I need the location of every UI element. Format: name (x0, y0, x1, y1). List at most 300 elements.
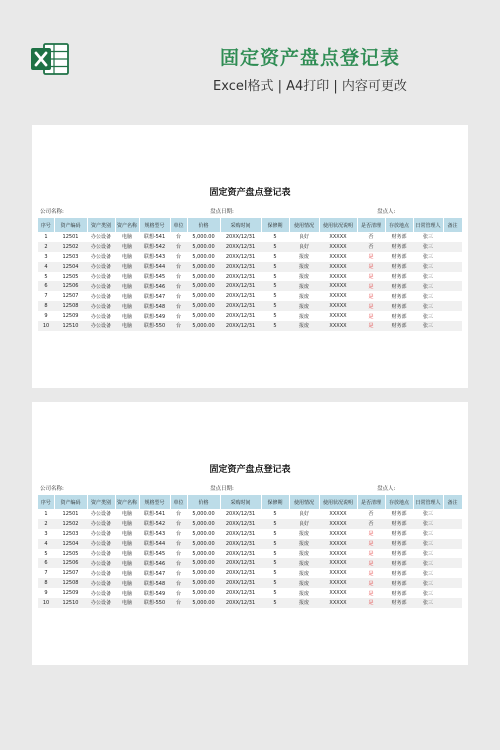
table-cell: 办公设备 (87, 598, 115, 608)
table-cell: 5 (261, 509, 289, 519)
table-cell: 联想-544 (139, 539, 170, 549)
table-cell (443, 568, 462, 578)
table-cell: 联想-546 (139, 558, 170, 568)
table-cell: 是 (357, 598, 385, 608)
table-cell: 20XX/12/31 (220, 272, 261, 282)
table-cell: 20XX/12/31 (220, 311, 261, 321)
table-cell: 办公设备 (87, 549, 115, 559)
table-cell: 联想-548 (139, 301, 170, 311)
table-cell: 张三 (413, 509, 443, 519)
table-cell: 台 (170, 509, 187, 519)
table-cell: 是 (357, 272, 385, 282)
table-cell: 财务部 (385, 529, 413, 539)
table-cell (443, 558, 462, 568)
column-header: 资产名称 (115, 495, 139, 509)
column-header: 单位 (170, 495, 187, 509)
table-cell: 办公设备 (87, 558, 115, 568)
table-row (38, 539, 462, 549)
column-header: 存放地点 (385, 218, 413, 232)
table-cell: 台 (170, 311, 187, 321)
table-cell: 12506 (54, 558, 87, 568)
table-row (38, 272, 462, 282)
table-cell: 张三 (413, 578, 443, 588)
table-cell: 20XX/12/31 (220, 232, 261, 242)
table-cell: 办公设备 (87, 291, 115, 301)
table-cell: 12505 (54, 272, 87, 282)
excel-icon (30, 41, 70, 77)
column-header: 序号 (38, 218, 54, 232)
table-cell: 5 (38, 272, 54, 282)
column-header: 使用情况 (289, 218, 319, 232)
table-row (38, 529, 462, 539)
column-header: 保修期 (261, 495, 289, 509)
table-cell: 张三 (413, 549, 443, 559)
table-cell: 报废 (289, 321, 319, 331)
table-cell: 12505 (54, 549, 87, 559)
table-cell: 报废 (289, 568, 319, 578)
column-header: 使用状况说明 (319, 495, 357, 509)
table-cell: 报废 (289, 578, 319, 588)
table-cell (443, 598, 462, 608)
table-cell: XXXXX (319, 242, 357, 252)
table-cell: 12507 (54, 568, 87, 578)
table-cell: 5 (261, 252, 289, 262)
table-cell (443, 311, 462, 321)
table-cell: 财务部 (385, 598, 413, 608)
table-row (38, 291, 462, 301)
table-cell: 台 (170, 242, 187, 252)
table-cell: 5,000.00 (187, 588, 220, 598)
table-cell: 2 (38, 519, 54, 529)
table-cell: 联想-544 (139, 262, 170, 272)
sheet-preview-2 (32, 402, 468, 665)
table-cell: 财务部 (385, 509, 413, 519)
table-cell: 张三 (413, 519, 443, 529)
table-header-row (38, 218, 462, 232)
table-cell: 财务部 (385, 321, 413, 331)
table-cell: 是 (357, 539, 385, 549)
column-header: 资产编码 (54, 218, 87, 232)
table-cell (443, 301, 462, 311)
table-row (38, 588, 462, 598)
table-cell: 5,000.00 (187, 301, 220, 311)
table-cell: 财务部 (385, 311, 413, 321)
table-cell: 联想-549 (139, 588, 170, 598)
table-cell: 联想-543 (139, 252, 170, 262)
table-cell: 台 (170, 519, 187, 529)
table-cell: 9 (38, 588, 54, 598)
table-cell: 联想-550 (139, 321, 170, 331)
table-cell: 财务部 (385, 281, 413, 291)
table-cell: 办公设备 (87, 242, 115, 252)
table-cell: XXXXX (319, 311, 357, 321)
table-cell: 5,000.00 (187, 519, 220, 529)
table-cell: 张三 (413, 232, 443, 242)
table-row (38, 598, 462, 608)
column-header: 规格型号 (139, 495, 170, 509)
table-cell: 电脑 (115, 252, 139, 262)
table-cell: 张三 (413, 272, 443, 282)
table-cell: 9 (38, 311, 54, 321)
table-cell: 财务部 (385, 272, 413, 282)
table-cell: 20XX/12/31 (220, 291, 261, 301)
column-header: 备注 (443, 495, 462, 509)
table-cell: 5 (261, 242, 289, 252)
table-cell (443, 578, 462, 588)
table-cell (443, 291, 462, 301)
table-cell: 20XX/12/31 (220, 281, 261, 291)
table-cell: 12507 (54, 291, 87, 301)
table-cell: 20XX/12/31 (220, 262, 261, 272)
table-cell: 联想-546 (139, 281, 170, 291)
table-cell: XXXXX (319, 519, 357, 529)
column-header: 使用状况说明 (319, 218, 357, 232)
table-cell: 财务部 (385, 568, 413, 578)
table-cell: 办公设备 (87, 281, 115, 291)
column-header: 资产类别 (87, 495, 115, 509)
table-cell: XXXXX (319, 549, 357, 559)
asset-table (38, 495, 463, 608)
table-cell: 20XX/12/31 (220, 568, 261, 578)
table-cell: 20XX/12/31 (220, 578, 261, 588)
table-cell: 电脑 (115, 588, 139, 598)
table-cell: 张三 (413, 568, 443, 578)
table-cell: 5 (261, 588, 289, 598)
table-cell: 台 (170, 301, 187, 311)
asset-table (38, 218, 463, 331)
table-row (38, 578, 462, 588)
table-row (38, 232, 462, 242)
page-subtitle: Excel格式 | A4打印 | 内容可更改 (213, 79, 407, 94)
column-header: 价格 (187, 495, 220, 509)
table-cell: 是 (357, 578, 385, 588)
table-cell: 6 (38, 281, 54, 291)
table-cell: 良好 (289, 509, 319, 519)
table-cell: 办公设备 (87, 232, 115, 242)
table-row (38, 281, 462, 291)
table-cell: 是 (357, 588, 385, 598)
company-label: 公司名称: (40, 486, 64, 492)
table-cell: 台 (170, 598, 187, 608)
table-cell: 12510 (54, 321, 87, 331)
table-cell: 5,000.00 (187, 232, 220, 242)
table-cell: 张三 (413, 598, 443, 608)
table-cell: 否 (357, 519, 385, 529)
table-cell: 12504 (54, 539, 87, 549)
table-cell: 20XX/12/31 (220, 321, 261, 331)
table-cell: 5,000.00 (187, 262, 220, 272)
table-cell: 5 (261, 539, 289, 549)
table-cell: 是 (357, 291, 385, 301)
table-cell: 联想-541 (139, 509, 170, 519)
table-cell: 电脑 (115, 242, 139, 252)
table-cell (443, 321, 462, 331)
table-cell: 电脑 (115, 578, 139, 588)
table-cell: 张三 (413, 529, 443, 539)
table-cell: 20XX/12/31 (220, 529, 261, 539)
table-cell: 是 (357, 558, 385, 568)
table-cell: 8 (38, 301, 54, 311)
table-cell: 电脑 (115, 509, 139, 519)
table-cell: XXXXX (319, 272, 357, 282)
person-label: 盘点人: (377, 486, 396, 492)
column-header: 保修期 (261, 218, 289, 232)
table-cell: 是 (357, 529, 385, 539)
table-cell (443, 549, 462, 559)
table-cell: 张三 (413, 301, 443, 311)
table-cell: 20XX/12/31 (220, 519, 261, 529)
table-cell: 财务部 (385, 539, 413, 549)
table-cell: 5 (261, 568, 289, 578)
table-cell: 报废 (289, 301, 319, 311)
table-cell: 报废 (289, 272, 319, 282)
table-cell: 5,000.00 (187, 272, 220, 282)
table-cell: 5,000.00 (187, 252, 220, 262)
table-cell: 办公设备 (87, 262, 115, 272)
table-cell (443, 232, 462, 242)
table-cell: 20XX/12/31 (220, 598, 261, 608)
table-cell: 办公设备 (87, 272, 115, 282)
table-cell: 张三 (413, 321, 443, 331)
table-cell: 台 (170, 252, 187, 262)
table-row (38, 509, 462, 519)
table-cell: 张三 (413, 281, 443, 291)
table-cell: XXXXX (319, 281, 357, 291)
table-cell: 财务部 (385, 578, 413, 588)
table-row (38, 242, 462, 252)
table-row (38, 549, 462, 559)
table-cell: 报废 (289, 549, 319, 559)
table-cell: XXXXX (319, 598, 357, 608)
table-cell (443, 529, 462, 539)
column-header: 存放地点 (385, 495, 413, 509)
table-cell: 5,000.00 (187, 291, 220, 301)
table-cell: 电脑 (115, 558, 139, 568)
table-cell: XXXXX (319, 578, 357, 588)
sheet-title: 固定资产盘点登记表 (209, 465, 291, 475)
column-header: 序号 (38, 495, 54, 509)
table-cell: 办公设备 (87, 568, 115, 578)
table-cell: 台 (170, 321, 187, 331)
table-cell: 台 (170, 529, 187, 539)
table-cell: 电脑 (115, 262, 139, 272)
table-cell: 5,000.00 (187, 539, 220, 549)
table-cell: XXXXX (319, 509, 357, 519)
table-cell: 5,000.00 (187, 529, 220, 539)
table-cell: 否 (357, 232, 385, 242)
table-cell: 联想-542 (139, 242, 170, 252)
table-cell: 5 (261, 598, 289, 608)
table-cell (443, 272, 462, 282)
table-cell: 报废 (289, 252, 319, 262)
table-cell: 台 (170, 539, 187, 549)
table-cell: 电脑 (115, 301, 139, 311)
table-cell: 电脑 (115, 539, 139, 549)
date-label: 盘点日期: (210, 209, 234, 215)
table-cell: 5,000.00 (187, 568, 220, 578)
table-cell: 张三 (413, 311, 443, 321)
table-cell: XXXXX (319, 588, 357, 598)
table-cell: 报废 (289, 529, 319, 539)
table-cell: 电脑 (115, 529, 139, 539)
table-cell: 办公设备 (87, 311, 115, 321)
table-cell: 5,000.00 (187, 321, 220, 331)
table-cell: 电脑 (115, 232, 139, 242)
table-cell: 联想-542 (139, 519, 170, 529)
table-cell: 张三 (413, 242, 443, 252)
table-cell: 办公设备 (87, 578, 115, 588)
table-cell (443, 281, 462, 291)
table-cell: 3 (38, 529, 54, 539)
table-cell: 7 (38, 291, 54, 301)
sheet-preview-1 (32, 125, 468, 388)
table-cell: 良好 (289, 519, 319, 529)
table-cell: 财务部 (385, 242, 413, 252)
table-cell: 财务部 (385, 262, 413, 272)
table-cell: XXXXX (319, 558, 357, 568)
column-header: 资产类别 (87, 218, 115, 232)
table-cell: 张三 (413, 558, 443, 568)
table-cell: 电脑 (115, 598, 139, 608)
table-cell: 联想-541 (139, 232, 170, 242)
table-cell: 5 (38, 549, 54, 559)
table-cell: 张三 (413, 291, 443, 301)
table-row (38, 252, 462, 262)
table-cell: 是 (357, 549, 385, 559)
table-cell: 是 (357, 262, 385, 272)
table-row (38, 311, 462, 321)
table-cell (443, 509, 462, 519)
table-cell: 6 (38, 558, 54, 568)
table-cell: XXXXX (319, 301, 357, 311)
column-header: 采购时间 (220, 495, 261, 509)
table-cell: 联想-549 (139, 311, 170, 321)
table-cell: 是 (357, 568, 385, 578)
table-cell: 良好 (289, 232, 319, 242)
table-cell: 财务部 (385, 301, 413, 311)
table-cell: 5 (261, 272, 289, 282)
table-cell: 联想-545 (139, 549, 170, 559)
table-row (38, 301, 462, 311)
table-cell: 台 (170, 232, 187, 242)
table-cell: 20XX/12/31 (220, 549, 261, 559)
table-row (38, 558, 462, 568)
table-cell: 5 (261, 281, 289, 291)
column-header: 单位 (170, 218, 187, 232)
table-cell: 是 (357, 301, 385, 311)
column-header: 是否清理 (357, 495, 385, 509)
table-cell: 办公设备 (87, 252, 115, 262)
table-cell: 5,000.00 (187, 509, 220, 519)
table-cell: 8 (38, 578, 54, 588)
table-cell: 台 (170, 281, 187, 291)
table-cell: 2 (38, 242, 54, 252)
table-cell: XXXXX (319, 539, 357, 549)
table-cell: 4 (38, 539, 54, 549)
table-cell: 办公设备 (87, 509, 115, 519)
table-cell: 财务部 (385, 549, 413, 559)
table-cell: 财务部 (385, 588, 413, 598)
table-cell: XXXXX (319, 291, 357, 301)
date-label: 盘点日期: (210, 486, 234, 492)
table-cell: 12503 (54, 252, 87, 262)
person-label: 盘点人: (377, 209, 396, 215)
table-cell: 10 (38, 598, 54, 608)
table-cell: 5,000.00 (187, 558, 220, 568)
table-cell: 是 (357, 281, 385, 291)
table-cell: 张三 (413, 262, 443, 272)
column-header: 规格型号 (139, 218, 170, 232)
table-cell: XXXXX (319, 321, 357, 331)
column-header: 资产编码 (54, 495, 87, 509)
table-cell: 5,000.00 (187, 549, 220, 559)
table-cell: 4 (38, 262, 54, 272)
table-cell: 5 (261, 321, 289, 331)
table-cell: 台 (170, 568, 187, 578)
table-cell: 20XX/12/31 (220, 252, 261, 262)
column-header: 使用情况 (289, 495, 319, 509)
table-cell: XXXXX (319, 262, 357, 272)
table-cell: 报废 (289, 281, 319, 291)
table-cell: 报废 (289, 291, 319, 301)
table-cell: 电脑 (115, 281, 139, 291)
table-cell: 台 (170, 549, 187, 559)
table-cell: 电脑 (115, 311, 139, 321)
table-cell: 20XX/12/31 (220, 588, 261, 598)
column-header: 备注 (443, 218, 462, 232)
column-header: 资产名称 (115, 218, 139, 232)
table-cell: 5 (261, 262, 289, 272)
table-cell (443, 262, 462, 272)
table-cell: 20XX/12/31 (220, 301, 261, 311)
table-cell: 办公设备 (87, 519, 115, 529)
table-cell: 12510 (54, 598, 87, 608)
table-cell: 5 (261, 578, 289, 588)
page-header (0, 0, 500, 115)
table-cell: 联想-545 (139, 272, 170, 282)
table-cell: 5 (261, 301, 289, 311)
table-cell: 5,000.00 (187, 578, 220, 588)
table-cell: 否 (357, 509, 385, 519)
table-cell: 电脑 (115, 291, 139, 301)
table-cell (443, 588, 462, 598)
table-cell: 12509 (54, 588, 87, 598)
table-cell: 财务部 (385, 232, 413, 242)
table-cell: 报废 (289, 262, 319, 272)
table-cell: 财务部 (385, 558, 413, 568)
table-row (38, 519, 462, 529)
table-cell: 是 (357, 321, 385, 331)
table-cell: 财务部 (385, 252, 413, 262)
table-cell (443, 519, 462, 529)
table-cell: 5,000.00 (187, 281, 220, 291)
table-cell: 报废 (289, 558, 319, 568)
table-row (38, 321, 462, 331)
table-cell: 报废 (289, 311, 319, 321)
table-cell: 联想-543 (139, 529, 170, 539)
table-cell: 电脑 (115, 549, 139, 559)
table-cell: 是 (357, 252, 385, 262)
table-row (38, 262, 462, 272)
table-cell: 办公设备 (87, 539, 115, 549)
column-header: 价格 (187, 218, 220, 232)
table-cell: 电脑 (115, 519, 139, 529)
table-cell: XXXXX (319, 252, 357, 262)
table-cell: 电脑 (115, 568, 139, 578)
table-cell: 12501 (54, 509, 87, 519)
table-cell: 7 (38, 568, 54, 578)
table-cell: 5,000.00 (187, 598, 220, 608)
